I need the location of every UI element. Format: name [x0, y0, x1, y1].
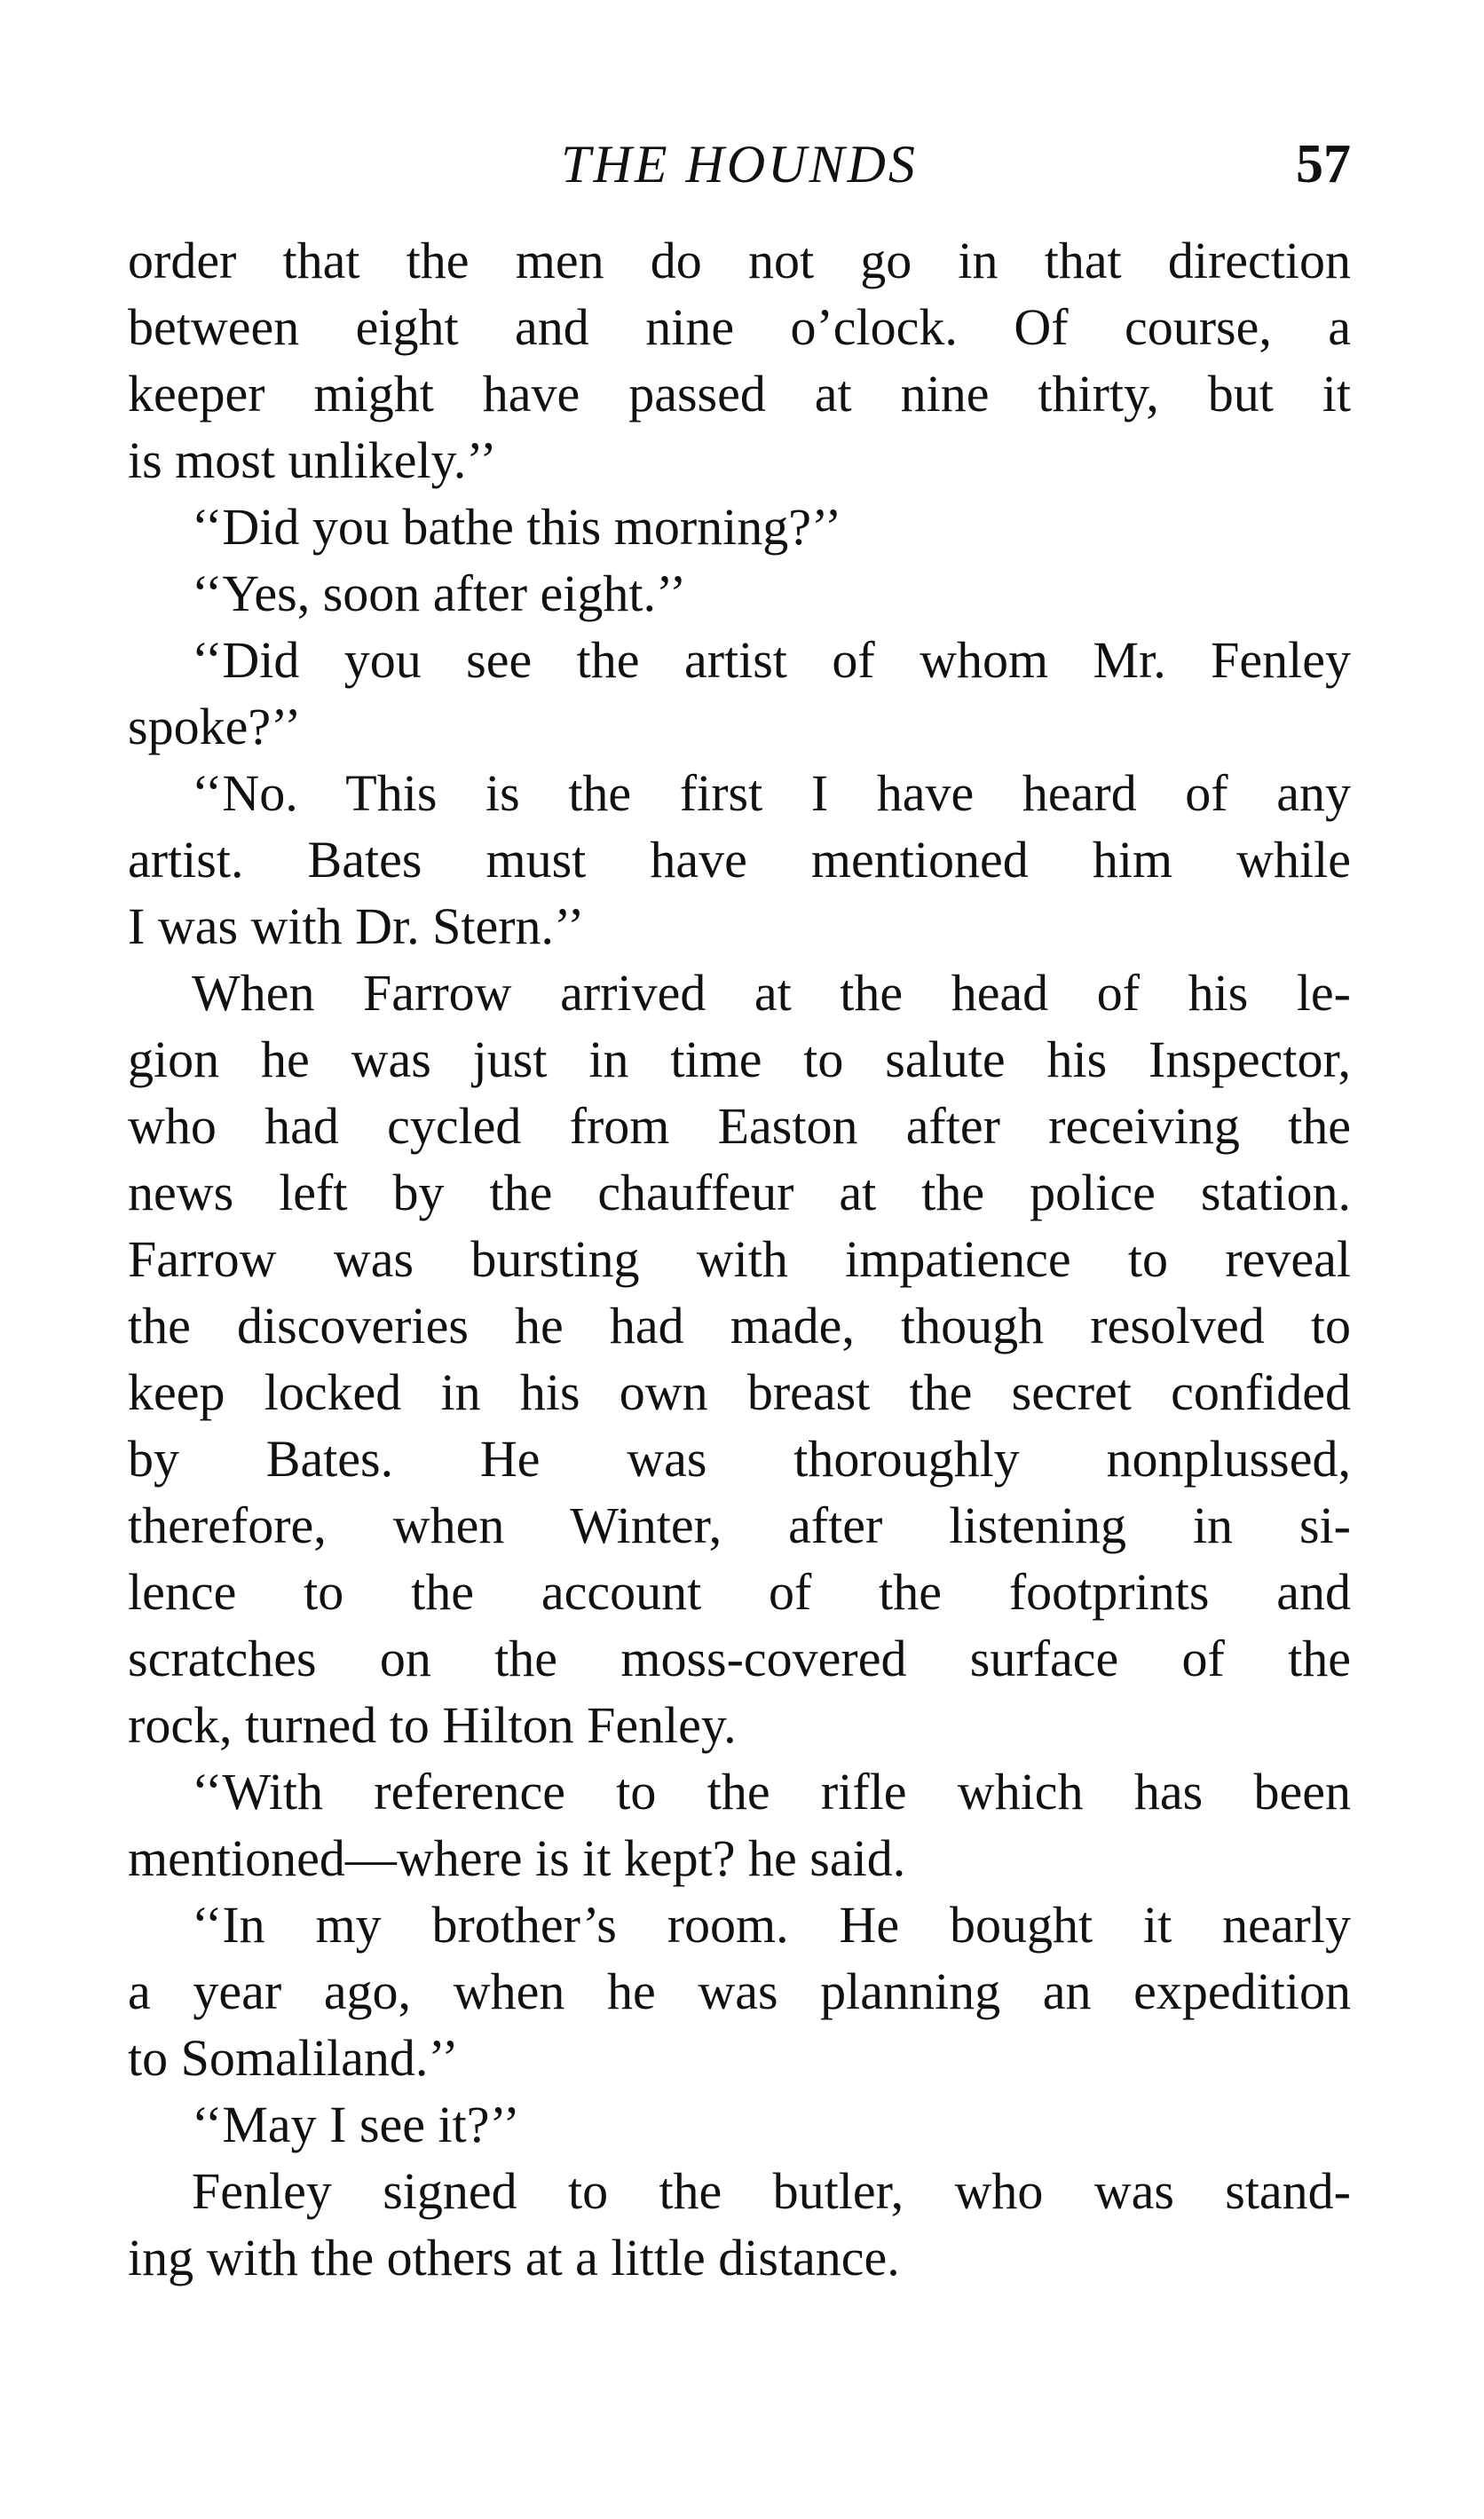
text-line: who had cycled from Easton after receiving the [128, 1097, 1351, 1155]
text-line: is most unlikely.’’ [128, 431, 497, 489]
text-line: a year ago, when he was planning an expedition [128, 1962, 1351, 2020]
text-line: ‘‘In my brother’s room. He bought it nearly [192, 1896, 1351, 1954]
text-line: I was with Dr. Stern.’’ [128, 897, 585, 955]
text-line: ‘‘With reference to the rifle which has been [192, 1763, 1351, 1820]
text-line: spoke?’’ [128, 698, 302, 755]
text-line: ‘‘Did you see the artist of whom Mr. Fenley [192, 631, 1351, 689]
text-line: therefore, when Winter, after listening in si- [128, 1496, 1351, 1554]
body-text [128, 227, 1351, 2291]
text-line: ‘‘Yes, soon after eight.’’ [192, 565, 687, 622]
text-line: ‘‘Did you bathe this morning?’’ [192, 498, 842, 556]
text-line: between eight and nine o’clock. Of course, a [128, 298, 1351, 356]
text-line: gion he was just in time to salute his Inspector, [128, 1030, 1351, 1088]
text-line: the discoveries he had made, though resolved to [128, 1297, 1351, 1354]
text-line: news left by the chauffeur at the police station. [128, 1164, 1351, 1221]
running-head [128, 124, 1351, 204]
text-line: mentioned—where is it kept? he said. [128, 1829, 906, 1887]
text-line: lence to the account of the footprints and [128, 1563, 1351, 1621]
text-line: scratches on the moss-covered surface of the [128, 1630, 1351, 1687]
text-line: keeper might have passed at nine thirty, but it [128, 365, 1351, 422]
text-line: ‘‘No. This is the first I have heard of any [192, 764, 1351, 822]
text-line: artist. Bates must have mentioned him while [128, 831, 1351, 888]
page-number: 57 [1296, 134, 1351, 194]
text-line: keep locked in his own breast the secret confided [128, 1363, 1351, 1421]
text-line: rock, turned to Hilton Fenley. [128, 1696, 737, 1754]
text-line: ing with the others at a little distance. [128, 2229, 900, 2286]
running-title: THE HOUNDS [561, 135, 918, 193]
text-line: Farrow was bursting with impatience to reveal [128, 1230, 1351, 1288]
text-line: to Somaliland.’’ [128, 2029, 459, 2087]
text-line: by Bates. He was thoroughly nonplussed, [128, 1430, 1351, 1488]
text-line: Fenley signed to the butler, who was stand- [192, 2162, 1351, 2220]
text-line: order that the men do not go in that direction [128, 232, 1351, 289]
text-line: When Farrow arrived at the head of his le- [192, 964, 1351, 1022]
text-line: ‘‘May I see it?’’ [192, 2096, 520, 2153]
